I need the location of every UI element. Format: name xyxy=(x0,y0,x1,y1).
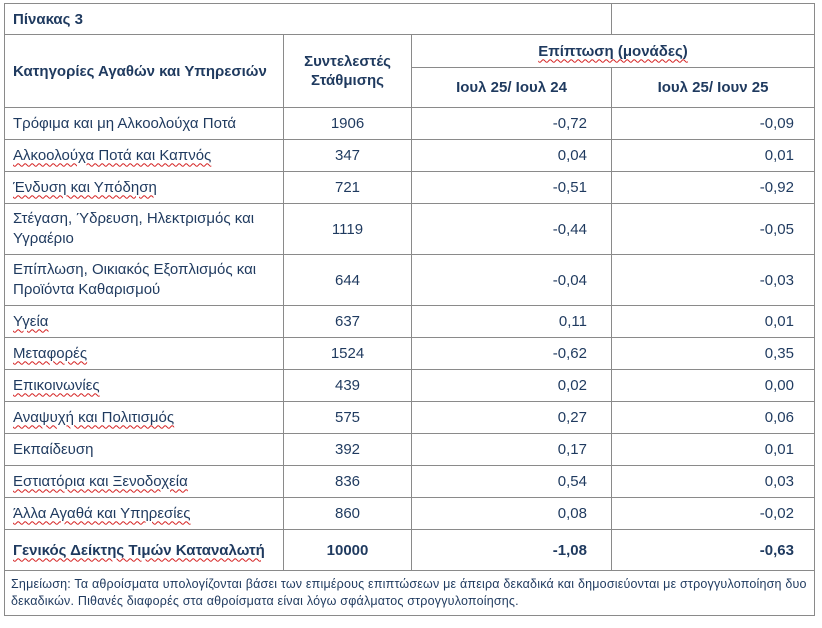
row-yoy: -0,44 xyxy=(412,204,612,255)
table-row xyxy=(5,402,815,434)
total-mom: -0,63 xyxy=(612,530,815,571)
row-category xyxy=(5,370,284,402)
table-row xyxy=(5,172,815,204)
header-impact-text: Επίπτωση (μονάδες) xyxy=(538,42,688,60)
row-weight: 1524 xyxy=(284,338,412,370)
row-mom: -0,05 xyxy=(612,204,815,255)
row-category xyxy=(5,172,284,204)
row-category xyxy=(5,338,284,370)
row-weight: 1906 xyxy=(284,108,412,140)
row-category xyxy=(5,140,284,172)
total-row xyxy=(5,530,815,571)
row-weight: 860 xyxy=(284,498,412,530)
row-category xyxy=(5,466,284,498)
footnote: Σημείωση: Τα αθροίσματα υπολογίζονται βάσει των επιμέρους επιπτώσεων με άπειρα δεκαδικά και δημοσιεύονται με στρογγυλοποίηση δυο δεκαδικών. Πιθανές διαφορές στα αθροίσματα είναι λόγω σφάλματος στρογγυλοποίησης. xyxy=(5,571,815,616)
row-yoy: -0,51 xyxy=(412,172,612,204)
header-weight: Συντελεστές Στάθμισης xyxy=(284,35,412,108)
row-mom: -0,03 xyxy=(612,255,815,306)
row-yoy: -0,04 xyxy=(412,255,612,306)
row-weight: 347 xyxy=(284,140,412,172)
header-row xyxy=(5,35,815,68)
table-row xyxy=(5,140,815,172)
row-category-text: Ένδυση και Υπόδηση xyxy=(13,178,157,196)
row-category-text: Εστιατόρια και Ξενοδοχεία xyxy=(13,472,188,490)
table-row xyxy=(5,306,815,338)
row-category-text: Υγεία xyxy=(13,312,49,330)
row-weight: 637 xyxy=(284,306,412,338)
row-category: Εκπαίδευση xyxy=(5,434,284,466)
table-row xyxy=(5,466,815,498)
total-category-text: Γενικός Δείκτης Τιμών Καταναλωτή xyxy=(13,541,265,559)
note-row xyxy=(5,571,815,616)
total-category xyxy=(5,530,284,571)
row-yoy: 0,02 xyxy=(412,370,612,402)
table-row xyxy=(5,108,815,140)
cpi-impact-table xyxy=(4,3,815,616)
row-weight: 575 xyxy=(284,402,412,434)
title-row xyxy=(5,4,815,35)
row-yoy: 0,54 xyxy=(412,466,612,498)
row-weight: 721 xyxy=(284,172,412,204)
row-yoy: 0,04 xyxy=(412,140,612,172)
table-row xyxy=(5,338,815,370)
title-empty-cell xyxy=(612,4,815,35)
table-row xyxy=(5,255,815,306)
table-title: Πίνακας 3 xyxy=(5,4,612,35)
table-row xyxy=(5,498,815,530)
row-yoy: 0,17 xyxy=(412,434,612,466)
header-category: Κατηγορίες Αγαθών και Υπηρεσιών xyxy=(5,35,284,108)
header-mom: Ιουλ 25/ Ιουν 25 xyxy=(612,68,815,108)
row-yoy: -0,72 xyxy=(412,108,612,140)
row-weight: 439 xyxy=(284,370,412,402)
table-row xyxy=(5,370,815,402)
row-weight: 392 xyxy=(284,434,412,466)
row-mom: -0,09 xyxy=(612,108,815,140)
row-yoy: 0,27 xyxy=(412,402,612,434)
row-category-text: Αναψυχή και Πολιτισμός xyxy=(13,408,175,426)
table-row xyxy=(5,434,815,466)
row-mom: 0,01 xyxy=(612,434,815,466)
header-yoy: Ιουλ 25/ Ιουλ 24 xyxy=(412,68,612,108)
row-mom: -0,02 xyxy=(612,498,815,530)
row-mom: 0,01 xyxy=(612,306,815,338)
row-mom: 0,06 xyxy=(612,402,815,434)
table-container xyxy=(4,3,815,616)
row-weight: 1119 xyxy=(284,204,412,255)
row-yoy: 0,11 xyxy=(412,306,612,338)
row-category: Στέγαση, Ύδρευση, Ηλεκτρισμός και Υγραέριο xyxy=(5,204,284,255)
row-category xyxy=(5,402,284,434)
row-category-text: Άλλα Αγαθά και Υπηρεσίες xyxy=(13,504,191,522)
row-mom: 0,35 xyxy=(612,338,815,370)
row-mom: 0,00 xyxy=(612,370,815,402)
row-yoy: 0,08 xyxy=(412,498,612,530)
row-category xyxy=(5,498,284,530)
row-mom: -0,92 xyxy=(612,172,815,204)
row-weight: 836 xyxy=(284,466,412,498)
header-impact xyxy=(412,35,815,68)
row-category xyxy=(5,306,284,338)
table-row xyxy=(5,204,815,255)
row-category-text: Μεταφορές xyxy=(13,344,88,362)
total-weight: 10000 xyxy=(284,530,412,571)
row-category: Επίπλωση, Οικιακός Εξοπλισμός και Προϊόντα Καθαρισμού xyxy=(5,255,284,306)
row-mom: 0,03 xyxy=(612,466,815,498)
row-category: Τρόφιμα και μη Αλκοολούχα Ποτά xyxy=(5,108,284,140)
total-yoy: -1,08 xyxy=(412,530,612,571)
row-yoy: -0,62 xyxy=(412,338,612,370)
row-weight: 644 xyxy=(284,255,412,306)
row-mom: 0,01 xyxy=(612,140,815,172)
row-category-text: Επικοινωνίες xyxy=(13,376,100,394)
row-category-text: Αλκοολούχα Ποτά και Καπνός xyxy=(13,146,212,164)
